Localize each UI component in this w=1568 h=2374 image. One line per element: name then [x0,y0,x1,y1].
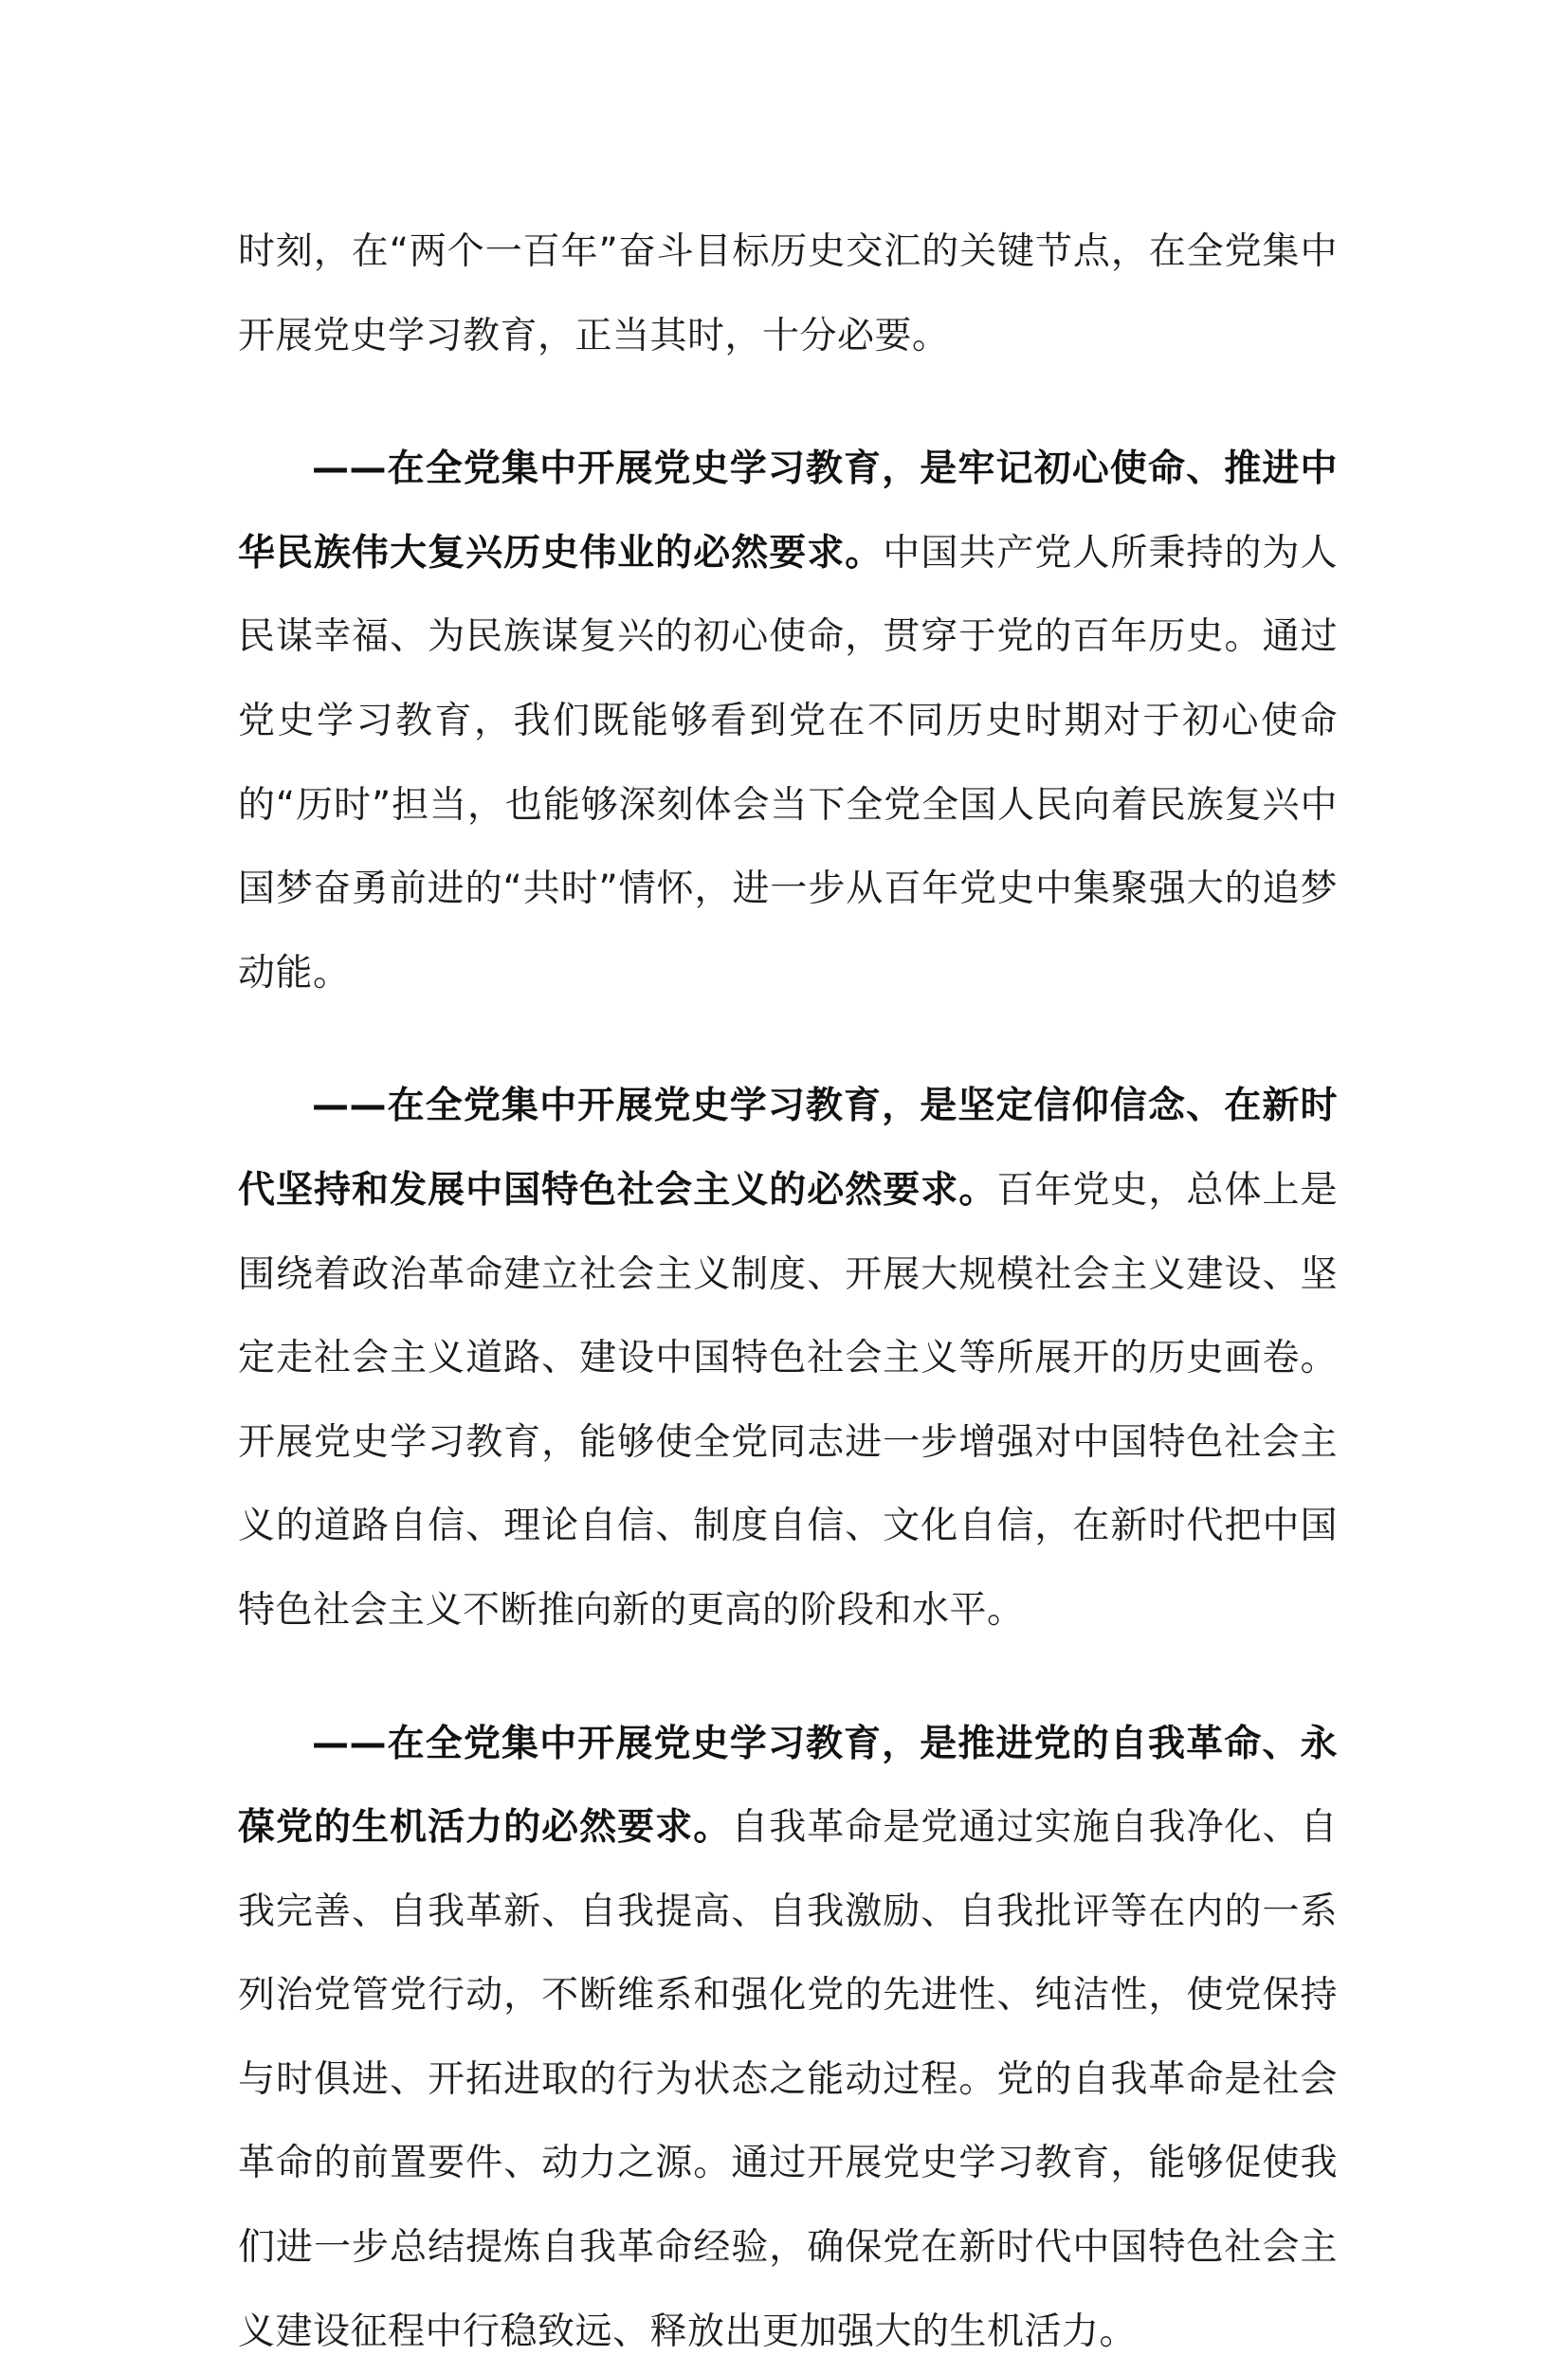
paragraph-continuation [238,210,1338,378]
paragraph-lead-bold: ——在全党集中开展党史学习教育，是坚定信仰信念、在新时代坚持和发展中国特色社会主义的必然要求。 [238,1085,1338,1212]
paragraph-self-revolution [238,1703,1338,2374]
paragraph-lead-bold: ——在全党集中开展党史学习教育，是牢记初心使命、推进中华民族伟大复兴历史伟业的必然要求。 [238,447,1338,575]
paragraph-text: 自我革命是党通过实施自我净化、自我完善、自我革新、自我提高、自我激励、自我批评等在内的一系列治党管党行动，不断维系和强化党的先进性、纯洁性，使党保持与时俱进、开拓进取的行为状态之能动过程。党的自我革命是社会革命的前置要件、动力之源。通过开展党史学习教育，能够促使我们进一步总结提炼自我革命经验，确保党在新时代中国特色社会主义建设征程中行稳致远、释放出更加强大的生机活力。 [238,1806,1338,2353]
paragraph-faith-socialism [238,1065,1338,1653]
paragraph-initial-mission [238,428,1338,1015]
paragraph-text: 时刻，在“两个一百年”奋斗目标历史交汇的关键节点，在全党集中开展党史学习教育，正当其时，十分必要。 [238,230,1338,357]
paragraph-text: 百年党史，总体上是围绕着政治革命建立社会主义制度、开展大规模社会主义建设、坚定走社会主义道路、建设中国特色社会主义等所展开的历史画卷。开展党史学习教育，能够使全党同志进一步增强对中国特色社会主义的道路自信、理论自信、制度自信、文化自信，在新时代把中国特色社会主义不断推向新的更高的阶段和水平。 [238,1169,1338,1632]
paragraph-lead-bold: ——在全党集中开展党史学习教育，是推进党的自我革命、永葆党的生机活力的必然要求。 [238,1723,1338,1850]
document-page [238,210,1338,2374]
paragraph-text: 中国共产党人所秉持的为人民谋幸福、为民族谋复兴的初心使命，贯穿于党的百年历史。通过党史学习教育，我们既能够看到党在不同历史时期对于初心使命的“历时”担当，也能够深刻体会当下全党全国人民向着民族复兴中国梦奋勇前进的“共时”情怀，进一步从百年党史中集聚强大的追梦动能。 [238,532,1338,995]
